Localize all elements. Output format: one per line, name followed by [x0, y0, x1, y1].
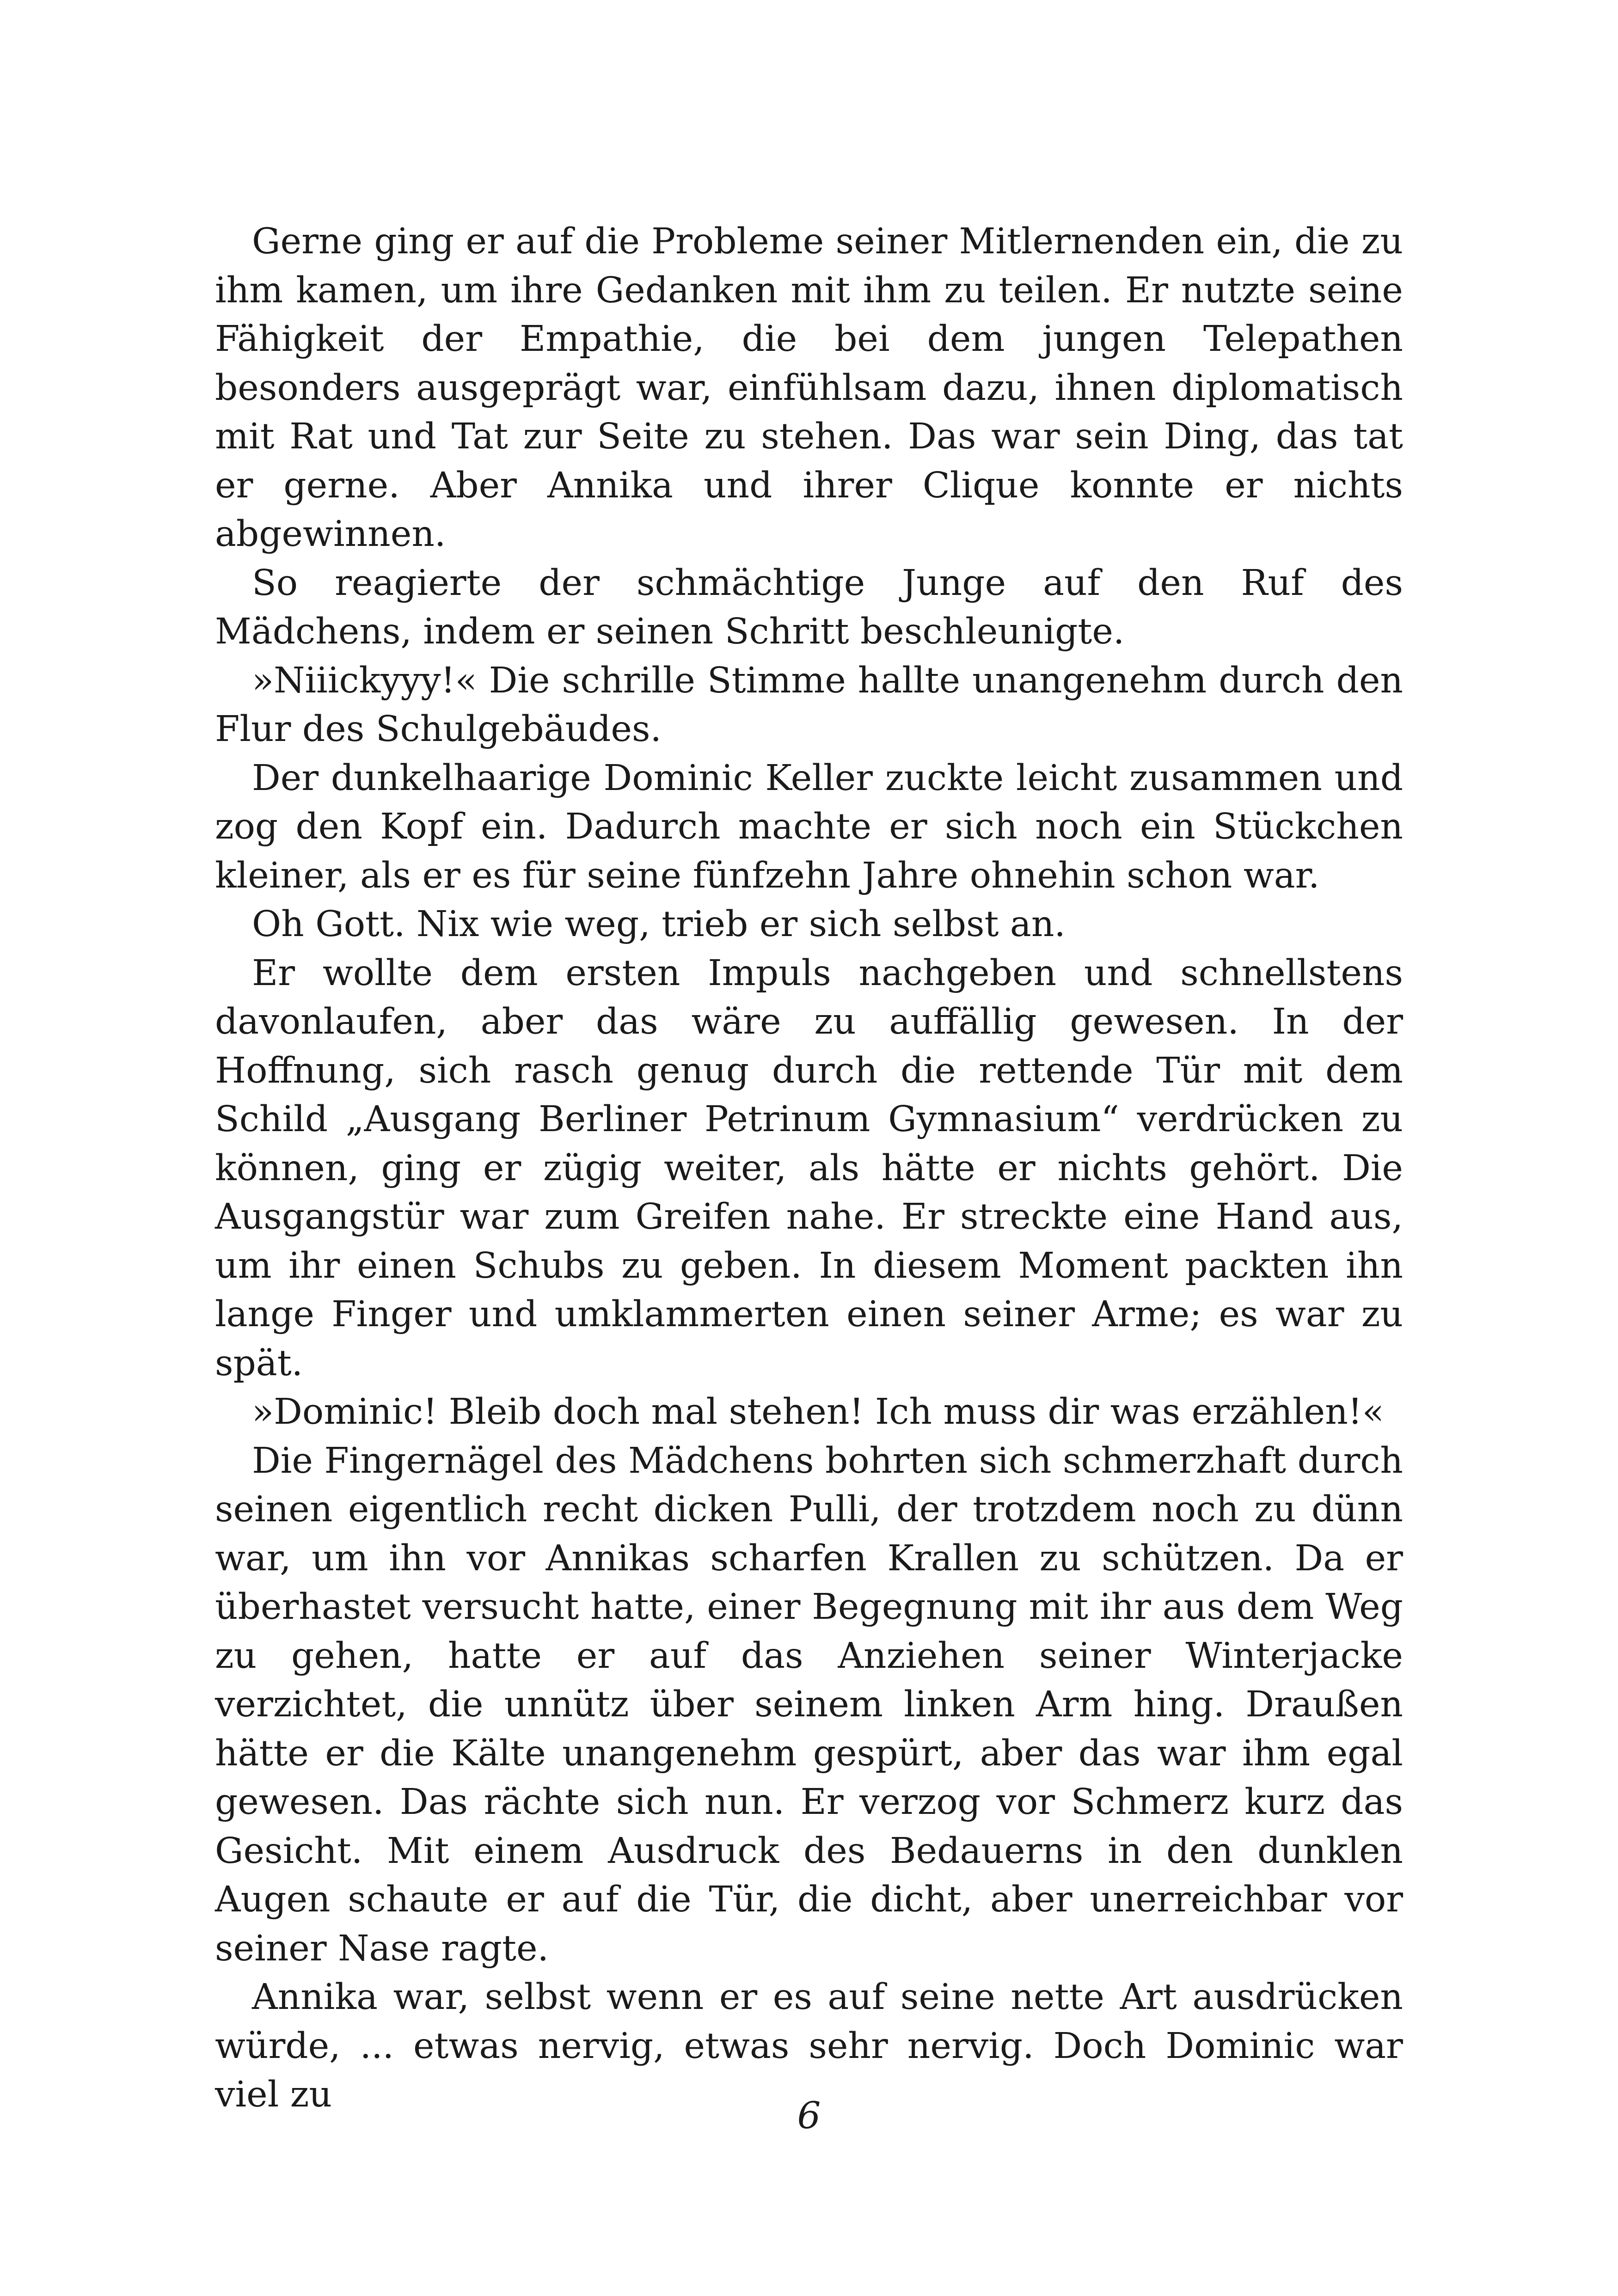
paragraph-6: Er wollte dem ersten Impuls nachgeben und schnellstens davonlaufen, aber das wäre zu auffällig gewesen. In der Hoffnung, sich rasch genug durch die rettende Tür mit dem Schild „Ausgang Berliner Petrinum Gymnasium“ verdrücken zu können, ging er zügig weiter, als hätte er nichts gehört. Die Ausgangstür war zum Greifen nahe. Er streckte eine Hand aus, um ihr einen Schubs zu geben. In diesem Moment packten ihn lange Finger und umklammerten einen seiner Arme; es war zu spät.	[215, 952, 1403, 1384]
paragraph-1: Gerne ging er auf die Probleme seiner Mitlernenden ein, die zu ihm kamen, um ihre Gedanken mit ihm zu teilen. Er nutzte seine Fähigkeit der Empathie, die bei dem jungen Telepathen besonders ausgeprägt war, einfühlsam dazu, ihnen diplomatisch mit Rat und Tat zur Seite zu stehen. Das war sein Ding, das tat er gerne. Aber Annika und ihrer Clique konnte er nichts abgewinnen.	[215, 221, 1403, 555]
paragraph-3: »Niiickyyy!« Die schrille Stimme hallte unangenehm durch den Flur des Schulgebäudes.	[215, 660, 1403, 750]
paragraph-7: »Dominic! Bleib doch mal stehen! Ich muss dir was erzählen!«	[252, 1391, 1384, 1433]
paragraph-4: Der dunkelhaarige Dominic Keller zuckte leicht zusammen und zog den Kopf ein. Dadurch machte er sich noch ein Stückchen kleiner, als er es für seine fünfzehn Jahre ohnehin schon war.	[215, 757, 1403, 896]
body-text	[215, 217, 1403, 2119]
page-number: 6	[797, 2094, 821, 2137]
paragraph-2: So reagierte der schmächtige Junge auf den Ruf des Mädchens, indem er seinen Schritt beschleunigte.	[215, 562, 1403, 652]
paragraph-5: Oh Gott. Nix wie weg, trieb er sich selbst an.	[252, 904, 1066, 945]
paragraph-8: Die Fingernägel des Mädchens bohrten sich schmerzhaft durch seinen eigentlich recht dicken Pulli, der trotzdem noch zu dünn war, um ihn vor Annikas scharfen Krallen zu schützen. Da er überhastet versucht hatte, einer Begegnung mit ihr aus dem Weg zu gehen, hatte er auf das Anziehen seiner Winterjacke verzichtet, die unnütz über seinem linken Arm hing. Draußen hätte er die Kälte unangenehm gespürt, aber das war ihm egal gewesen. Das rächte sich nun. Er verzog vor Schmerz kurz das Gesicht. Mit einem Ausdruck des Bedauerns in den dunklen Augen schaute er auf die Tür, die dicht, aber unerreichbar vor seiner Nase ragte.	[215, 1440, 1403, 1969]
paragraph-9: Annika war, selbst wenn er es auf seine nette Art ausdrücken würde, ... etwas nervig, etwas sehr nervig. Doch Dominic war viel zu	[215, 1977, 1403, 2115]
